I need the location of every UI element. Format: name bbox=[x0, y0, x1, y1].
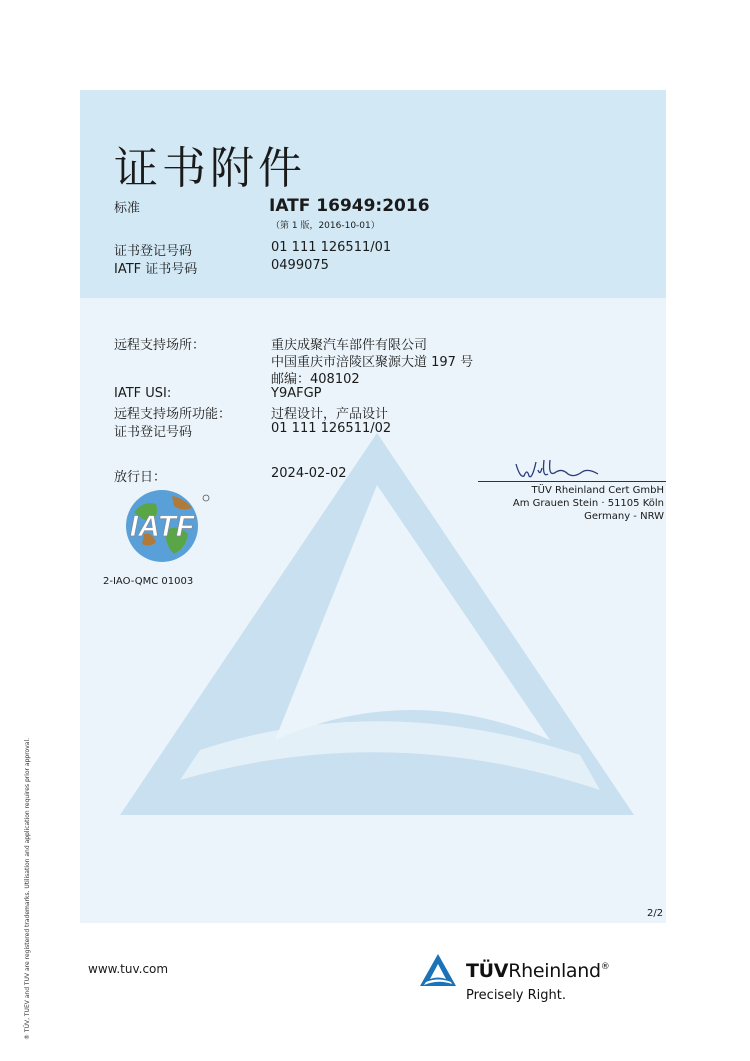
usi-label: IATF USI: bbox=[114, 386, 172, 401]
address-line: 中国重庆市涪陵区聚源大道 197 号 bbox=[271, 355, 474, 370]
brand-name bbox=[466, 960, 610, 982]
iatf-globe-logo-icon bbox=[116, 482, 216, 572]
company-name: 重庆成聚汽车部件有限公司 bbox=[271, 338, 428, 353]
function-value: 过程设计，产品设计 bbox=[271, 407, 389, 422]
brand-name-light: Rheinland bbox=[508, 960, 601, 982]
document-title: 证书附件 bbox=[114, 143, 306, 194]
standard-value: IATF 16949:2016 bbox=[269, 196, 430, 216]
issue-date-value: 2024-02-02 bbox=[271, 466, 347, 481]
issuer-address: Am Grauen Stein · 51105 Köln bbox=[512, 498, 664, 509]
issuer-name: TÜV Rheinland Cert GmbH bbox=[531, 485, 664, 496]
function-label: 远程支持场所功能： bbox=[114, 407, 232, 422]
standard-edition: （第 1 版，2016-10-01） bbox=[271, 221, 380, 231]
iatf-cert-value: 0499075 bbox=[271, 258, 329, 273]
issuer-block bbox=[480, 484, 664, 523]
reg-no2-label: 证书登记号码 bbox=[114, 425, 193, 440]
issue-date-label: 放行日： bbox=[114, 470, 167, 485]
usi-value: Y9AFGP bbox=[271, 386, 322, 401]
brand-name-bold: TÜV bbox=[466, 960, 509, 982]
signature-icon bbox=[512, 456, 602, 482]
standard-label: 标准 bbox=[114, 201, 141, 216]
brand-tagline: Precisely Right. bbox=[466, 988, 567, 1003]
issuer-country: Germany - NRW bbox=[584, 511, 664, 522]
brand-registered-mark: ® bbox=[600, 962, 610, 972]
iatf-cert-label: IATF 证书号码 bbox=[114, 262, 198, 277]
svg-text:IATF: IATF bbox=[129, 510, 195, 543]
reg-no2-value: 01 111 126511/02 bbox=[271, 421, 392, 436]
page-number: 2/2 bbox=[647, 908, 664, 919]
trademark-note: ® TÜV, TUEV and TUV are registered trademarks. Utilisation and application requires prior approval. bbox=[24, 737, 31, 1040]
tuv-triangle-logo-icon bbox=[418, 952, 458, 988]
reg-no-value: 01 111 126511/01 bbox=[271, 240, 392, 255]
remote-site-label: 远程支持场所： bbox=[114, 338, 206, 353]
reg-no-label: 证书登记号码 bbox=[114, 244, 193, 259]
website-link[interactable]: www.tuv.com bbox=[88, 962, 169, 976]
signature-line bbox=[478, 481, 666, 482]
iatf-logo-code: 2-IAO-QMC 01003 bbox=[103, 576, 194, 587]
postcode: 邮编：408102 bbox=[271, 372, 360, 387]
